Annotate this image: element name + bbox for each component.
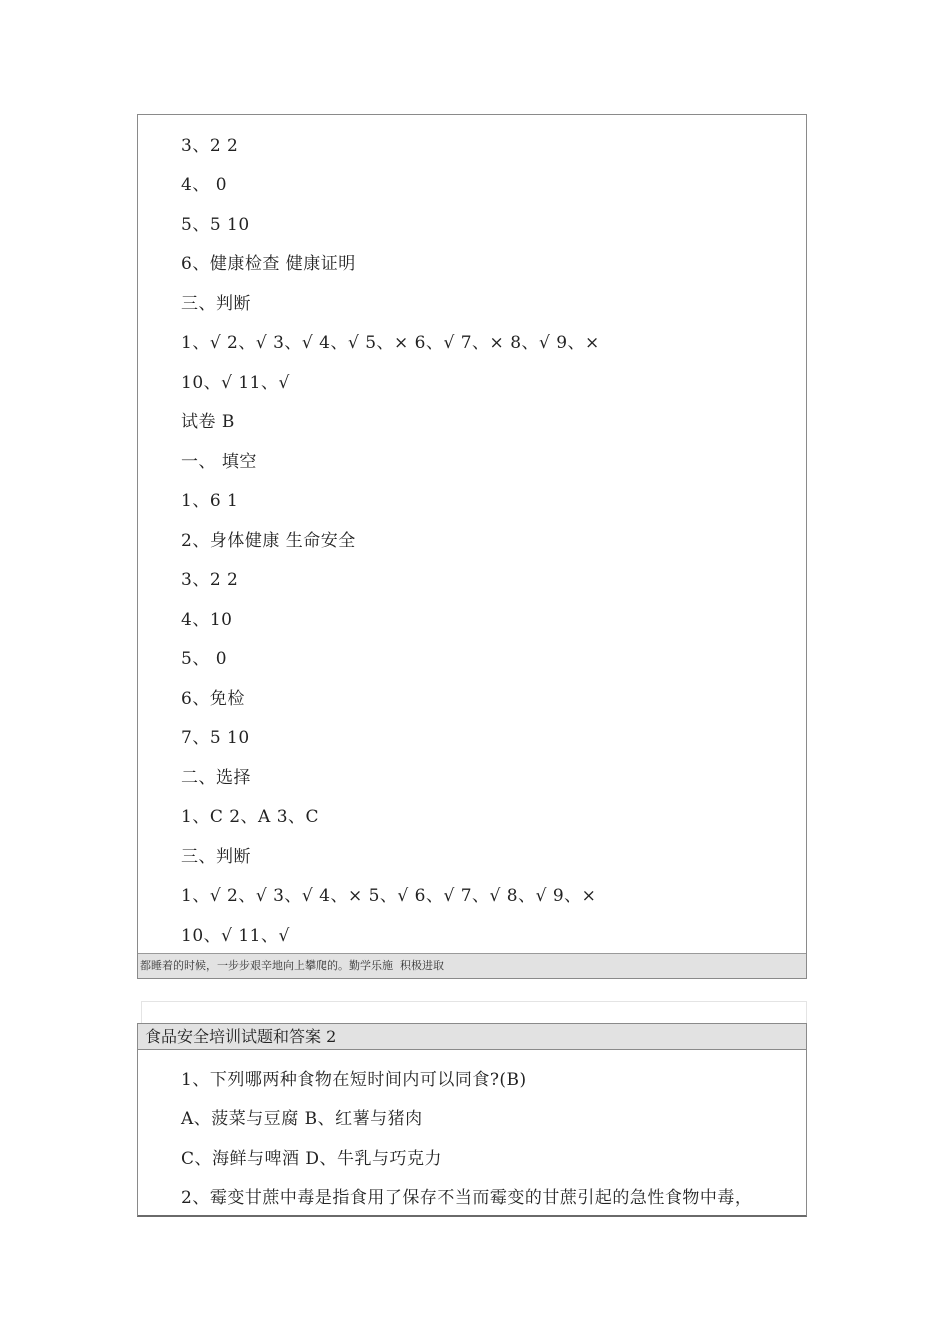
quiz-panel (137, 1023, 807, 1217)
answer-line: 3、2 2 (181, 136, 239, 156)
quiz-title: 食品安全培训试题和答案 2 (138, 1024, 806, 1050)
answers-panel (137, 114, 807, 979)
answer-line: 3、2 2 (181, 570, 239, 590)
answer-line: 1、√ 2、√ 3、√ 4、× 5、√ 6、√ 7、√ 8、√ 9、× (181, 886, 597, 906)
motto-footer: 都睡着的时候，一步步艰辛地向上攀爬的。勤学乐施 积极进取 (138, 953, 806, 978)
answer-line: 4、 0 (181, 175, 228, 195)
section-heading: 三、判断 (181, 847, 251, 867)
answer-line: 6、健康检查 健康证明 (181, 254, 356, 274)
question-line: 2、霉变甘蔗中毒是指食用了保存不当而霉变的甘蔗引起的急性食物中毒， (181, 1188, 753, 1208)
answer-line: 10、√ 11、√ (181, 373, 290, 393)
question-line: 1、下列哪两种食物在短时间内可以同食?(B) (181, 1070, 527, 1090)
answer-line: 1、6 1 (181, 491, 239, 511)
answer-line: 1、√ 2、√ 3、√ 4、√ 5、× 6、√ 7、× 8、√ 9、× (181, 333, 600, 353)
answer-line: 4、10 (181, 610, 233, 630)
answer-line: 10、√ 11、√ (181, 926, 290, 946)
exam-title: 试卷 B (181, 412, 235, 432)
option-line: A、菠菜与豆腐 B、红薯与猪肉 (181, 1109, 423, 1129)
section-heading: 一、 填空 (181, 452, 257, 472)
section-heading: 二、选择 (181, 768, 251, 788)
answer-line: 2、身体健康 生命安全 (181, 531, 356, 551)
option-line: C、海鲜与啤酒 D、牛乳与巧克力 (181, 1149, 443, 1169)
answer-line: 6、免检 (181, 689, 245, 709)
answer-line: 1、C 2、A 3、C (181, 807, 320, 827)
answer-line: 5、 0 (181, 649, 228, 669)
divider-strip (141, 1001, 807, 1023)
section-heading: 三、判断 (181, 294, 251, 314)
answer-line: 5、5 10 (181, 215, 250, 235)
answer-line: 7、5 10 (181, 728, 250, 748)
